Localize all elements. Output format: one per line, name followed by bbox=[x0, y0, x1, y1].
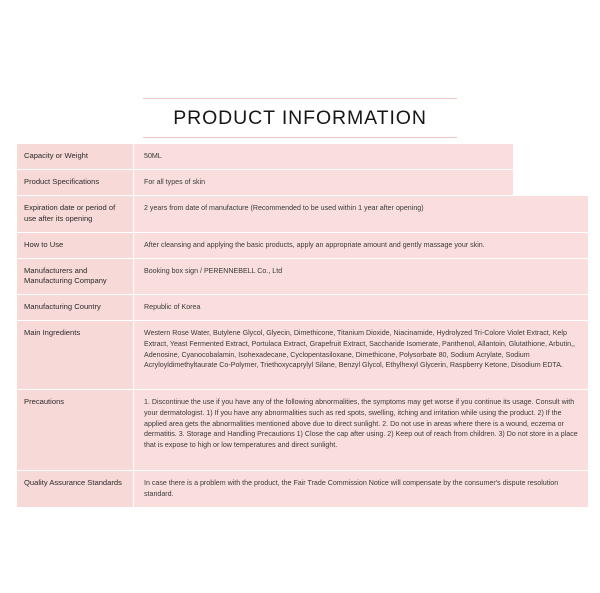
row-label: Quality Assurance Standards bbox=[17, 471, 134, 507]
table-row bbox=[17, 295, 588, 321]
row-value: Western Rose Water, Butylene Glycol, Glyecin, Dimethicone, Titanium Dioxide, Niacinamide, Hydrolyzed Tri-Colore Violet Extract, Kelp Extract, Yeast Fermented Extract, Portulaca Extract, Grapefruit Extract, Saccharide Isomerate, Panthenol, Allantoin, Glutathione, Arbutin,, Adenosine, Cyanocobalamin, Isohexadecane, Cyclopentasiloxane, Dimethicone, Polysorbate 80, Sodium Acrylate, Sodium Acryloyldimethyltaurate Co-Polymer, Triethoxycaprylyl Silane, Benzyl Glycol, Ethylhexyl Glycerin, Raspberry Ketone, Disodium EDTA. bbox=[144, 329, 575, 370]
table-row bbox=[17, 170, 513, 196]
title-rule-bottom bbox=[143, 137, 457, 138]
table-row bbox=[17, 390, 588, 471]
row-value: 2 years from date of manufacture (Recommended to be used within 1 year after opening) bbox=[144, 204, 424, 212]
row-value: Republic of Korea bbox=[144, 303, 201, 312]
row-value: For all types of skin bbox=[144, 178, 206, 186]
table-row bbox=[17, 471, 588, 507]
row-label: Main Ingredients bbox=[17, 321, 134, 389]
table-row bbox=[17, 233, 588, 259]
page-title: PRODUCT INFORMATION bbox=[173, 107, 427, 129]
row-value: In case there is a problem with the product, the Fair Trade Commission Notice will compensate by the consumer's dispute resolution standard. bbox=[144, 479, 559, 498]
row-value: 50ML bbox=[144, 152, 162, 160]
row-value: Booking box sign / PERENNEBELL Co., Ltd bbox=[144, 266, 283, 275]
row-label: Precautions bbox=[17, 390, 134, 470]
table-row bbox=[17, 321, 588, 390]
row-label: Capacity or Weight bbox=[17, 144, 134, 169]
page-title-block bbox=[143, 98, 457, 138]
table-row bbox=[17, 196, 588, 233]
row-label: Expiration date or period of use after its opening bbox=[17, 196, 134, 232]
table-row bbox=[17, 144, 513, 170]
row-value: 1. Discontinue the use if you have any of the following abnormalities, the symptoms may get worse if you continue its usage. Consult with your dermatologist. 1) If you have any abnormalities such as red spots, swelling, itching and irritation while using the product. 2) If the applied area gets the abnormalities mentioned above due to direct sunlight. 2. Do not use in areas where there is a wound, eczema or dermatitis. 3. Storage and Handling Precautions 1) Close the cap after using. 2) Keep out of reach from children. 3) Do not store in a place that is expose to high or low temperatures and direct sunlight. bbox=[144, 398, 578, 450]
row-label: How to Use bbox=[17, 233, 134, 258]
product-information-table bbox=[17, 144, 588, 507]
row-label: Product Specifications bbox=[17, 170, 134, 195]
row-label: Manufacturers and Manufacturing Company bbox=[17, 259, 134, 295]
row-value: After cleansing and applying the basic products, apply an appropriate amount and gently massage your skin. bbox=[144, 240, 485, 249]
row-label: Manufacturing Country bbox=[17, 295, 134, 320]
table-row bbox=[17, 259, 588, 296]
